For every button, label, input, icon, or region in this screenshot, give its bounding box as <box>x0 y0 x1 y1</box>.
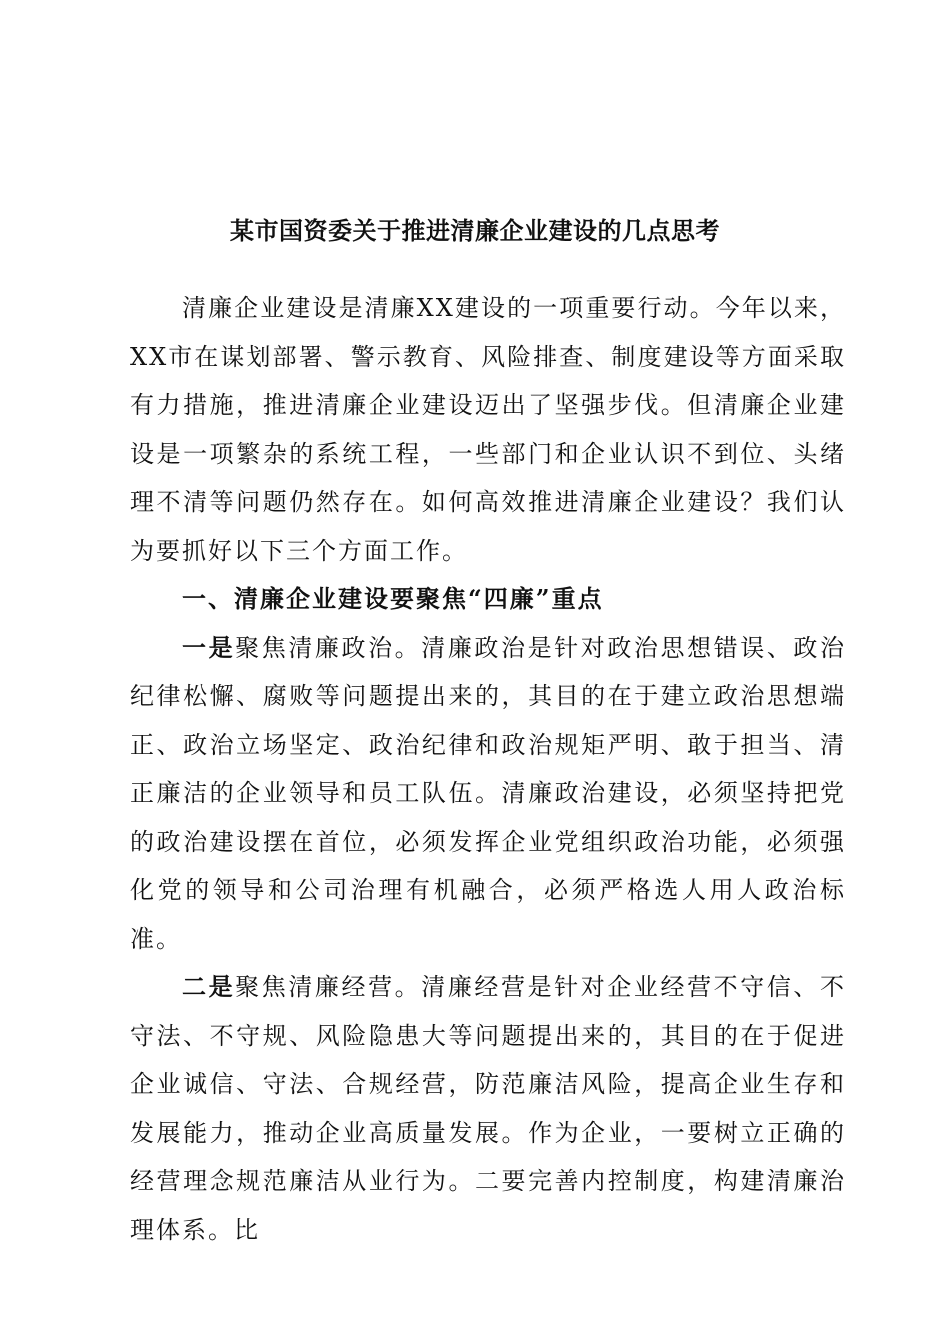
paragraph-two <box>130 963 846 1254</box>
paragraph-two-text: 聚焦清廉经营。清廉经营是针对企业经营不守信、不守法、不守规、风险隐患大等问题提出来的，其目的在于促进企业诚信、守法、合规经营，防范廉洁风险，提高企业生存和发展能力，推动企业高质量发展。作为企业，一要树立正确的经营理念规范廉洁从业行为。二要完善内控制度，构建清廉治理体系。比 <box>130 973 847 1244</box>
intro-paragraph: 清廉企业建设是清廉XX建设的一项重要行动。今年以来，XX市在谋划部署、警示教育、风险排查、制度建设等方面采取有力措施，推进清廉企业建设迈出了坚强步伐。但清廉企业建设是一项繁杂的系统工程，一些部门和企业认识不到位、头绪理不清等问题仍然存在。如何高效推进清廉企业建设？我们认为要抓好以下三个方面工作。 <box>130 294 846 565</box>
paragraph-one-text: 聚焦清廉政治。清廉政治是针对政治思想错误、政治纪律松懈、腐败等问题提出来的，其目的在于建立政治思想端正、政治立场坚定、政治纪律和政治规矩严明、敢于担当、清正廉洁的企业领导和员工队伍。清廉政治建设，必须坚持把党的政治建设摆在首位，必须发挥企业党组织政治功能，必须强化党的领导和公司治理有机融合，必须严格选人用人政治标准。 <box>130 633 847 953</box>
paragraph-one <box>130 624 846 964</box>
document-body <box>130 284 846 1254</box>
section-heading: 一、清廉企业建设要聚焦“四廉”重点 <box>182 584 604 613</box>
document-title: 某市国资委关于推进清廉企业建设的几点思考 <box>230 216 720 245</box>
paragraph-one-lead: 一是 <box>182 632 236 662</box>
paragraph-two-lead: 二是 <box>182 972 236 1001</box>
